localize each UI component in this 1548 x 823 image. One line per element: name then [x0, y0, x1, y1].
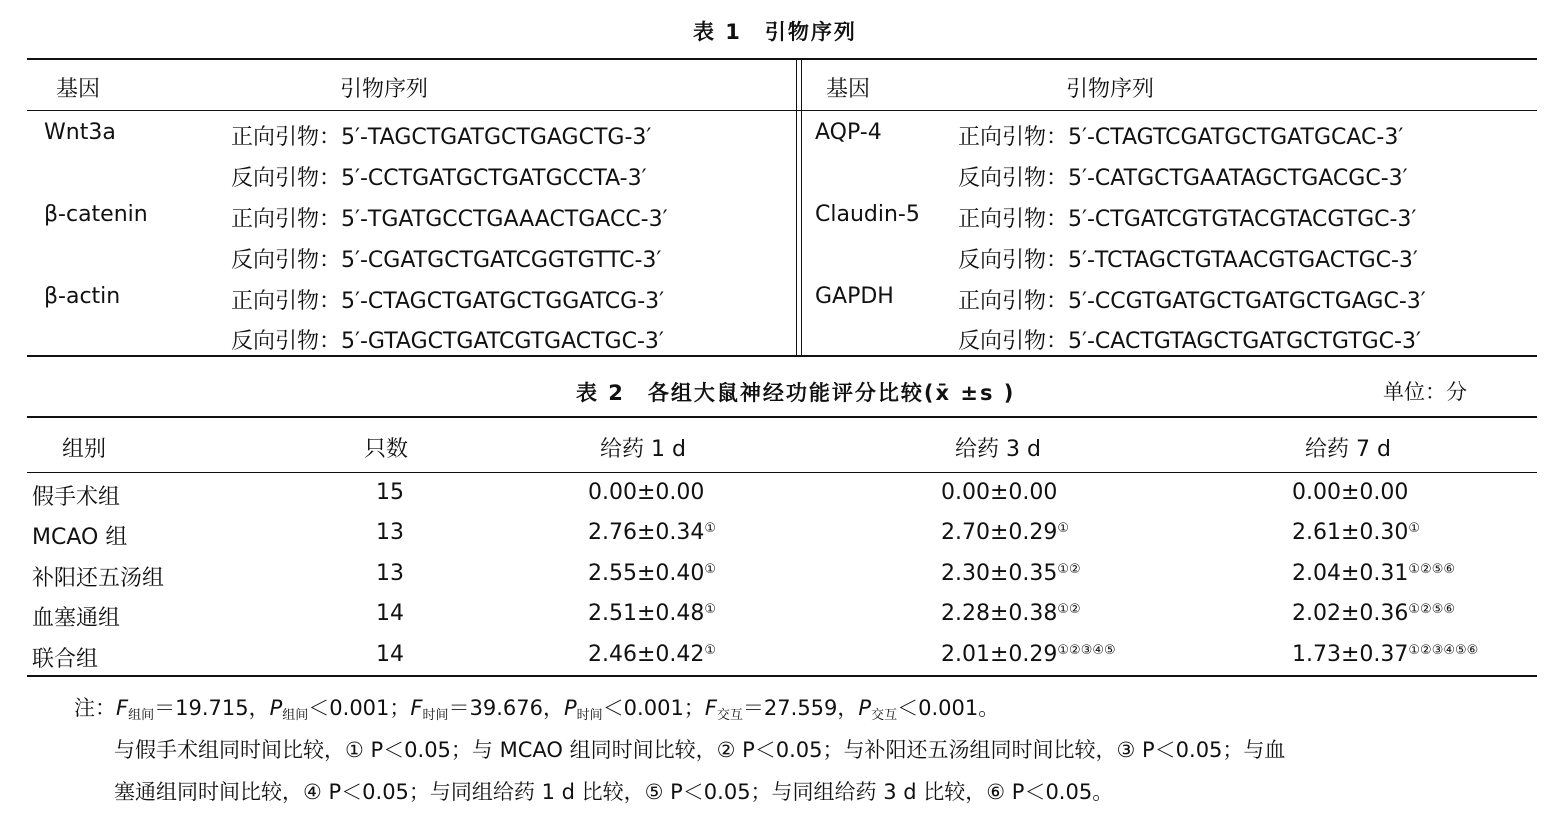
t1-primer-rev: 反向引物：5′-GTAGCTGATCGTGACTGC-3′ [231, 329, 664, 354]
t2-cell-day3 [941, 642, 1116, 667]
table2-unit: 单位：分 [1383, 380, 1467, 404]
t2-cell-group-value: 补阳还五汤组 [32, 566, 165, 591]
table1-header-rule [27, 110, 1537, 111]
t2-cell-day1 [588, 642, 716, 667]
t2-cell-group-value: 联合组 [32, 647, 99, 672]
t2-cell-count-value: 14 [376, 642, 404, 667]
notes-line-3: 塞通组同时间比较，④ P＜0.05；与同组给药 1 d 比较，⑤ P＜0.05；与同组给药 3 d 比较，⑥ P＜0.05。 [114, 780, 1114, 804]
t2-cell-group-value: 血塞通组 [32, 606, 121, 631]
t1-primer-rev: 反向引物：5′-CGATGCTGATCGGTGTTC-3′ [231, 248, 662, 273]
t2-header-count: 只数 [364, 437, 409, 462]
t2-cell-day1-value: 2.51±0.48 [588, 601, 705, 626]
significance-marks: ① [704, 643, 717, 658]
significance-marks: ①②⑤⑥ [1408, 602, 1456, 617]
t2-cell-group [32, 520, 127, 551]
t2-header-day1: 给药 1 d [600, 437, 686, 462]
t2-cell-group-value: 假手术组 [32, 485, 121, 510]
t2-cell-day7 [1292, 520, 1420, 545]
t1-gene-aqp4: AQP-4 [815, 120, 882, 145]
t2-cell-day3 [941, 520, 1069, 545]
t1-left-gene-header: 基因 [56, 77, 101, 102]
t2-cell-count [376, 601, 404, 626]
significance-marks: ①②③④⑤⑥ [1408, 643, 1479, 658]
significance-marks: ① [704, 602, 717, 617]
t2-cell-day1-value: 2.76±0.34 [588, 520, 705, 545]
t2-cell-day3-value: 2.30±0.35 [941, 561, 1058, 586]
t1-primer-fwd: 正向引物：5′-CTAGTCGATGCTGATGCAC-3′ [958, 125, 1404, 150]
t2-cell-day7 [1292, 480, 1408, 505]
t1-primer-rev: 反向引物：5′-TCTAGCTGTAACGTGACTGC-3′ [958, 248, 1418, 273]
t2-cell-count-value: 13 [376, 520, 404, 545]
t2-cell-day7-value: 0.00±0.00 [1292, 480, 1409, 505]
t1-gene-wnt3a: Wnt3a [44, 120, 116, 145]
t2-cell-group [32, 642, 98, 673]
t2-cell-day7-value: 2.61±0.30 [1292, 520, 1409, 545]
t2-cell-group [32, 601, 120, 632]
t2-cell-day3 [941, 601, 1081, 626]
t2-cell-day7-value: 1.73±0.37 [1292, 642, 1409, 667]
t2-cell-day1-value: 0.00±0.00 [588, 480, 705, 505]
t2-cell-day1-value: 2.46±0.42 [588, 642, 705, 667]
t2-cell-count [376, 561, 404, 586]
t2-cell-day3-value: 0.00±0.00 [941, 480, 1058, 505]
t1-primer-fwd: 正向引物：5′-TAGCTGATGCTGAGCTG-3′ [231, 125, 652, 150]
t2-cell-day7-value: 2.02±0.36 [1292, 601, 1409, 626]
t2-cell-day7-value: 2.04±0.31 [1292, 561, 1409, 586]
t2-cell-day7 [1292, 601, 1455, 626]
t2-cell-day7 [1292, 561, 1455, 586]
t1-gene-beta-actin: β-actin [44, 284, 121, 309]
t1-primer-fwd: 正向引物：5′-CCGTGATGCTGATGCTGAGC-3′ [958, 289, 1426, 314]
table1-bottom-rule [27, 355, 1537, 357]
t2-cell-day3-value: 2.28±0.38 [941, 601, 1058, 626]
significance-marks: ①② [1057, 562, 1081, 577]
t2-cell-day7 [1292, 642, 1478, 667]
t2-cell-day3 [941, 561, 1081, 586]
t2-cell-day1 [588, 561, 716, 586]
t2-cell-day3-value: 2.70±0.29 [941, 520, 1058, 545]
t2-cell-count [376, 480, 404, 505]
notes-line-2: 与假手术组同时间比较，① P＜0.05；与 MCAO 组同时间比较，② P＜0.05；与补阳还五汤组同时间比较，③ P＜0.05；与血 [114, 738, 1286, 762]
t2-cell-group-value: MCAO 组 [32, 525, 128, 550]
t2-header-day3: 给药 3 d [955, 437, 1041, 462]
t2-cell-day1 [588, 520, 716, 545]
table1-top-rule [27, 58, 1537, 60]
t2-cell-count-value: 15 [376, 480, 404, 505]
t1-right-primer-header: 引物序列 [1066, 77, 1155, 102]
table2-header-rule [27, 472, 1537, 473]
table2-bottom-rule [27, 675, 1537, 677]
significance-marks: ①②③④⑤ [1057, 643, 1116, 658]
t2-cell-group [32, 480, 120, 511]
significance-marks: ① [704, 562, 717, 577]
t2-cell-day3 [941, 480, 1057, 505]
significance-marks: ① [704, 521, 717, 536]
t1-primer-fwd: 正向引物：5′-TGATGCCTGAAACTGACC-3′ [231, 207, 668, 232]
t1-right-gene-header: 基因 [826, 77, 871, 102]
t1-primer-fwd: 正向引物：5′-CTAGCTGATGCTGGATCG-3′ [231, 289, 665, 314]
t1-primer-rev: 反向引物：5′-CCTGATGCTGATGCCTA-3′ [231, 166, 647, 191]
t1-primer-fwd: 正向引物：5′-CTGATCGTGTACGTACGTGC-3′ [958, 207, 1417, 232]
t2-cell-day1 [588, 601, 716, 626]
t2-cell-count-value: 13 [376, 561, 404, 586]
t1-left-primer-header: 引物序列 [340, 77, 429, 102]
significance-marks: ① [1057, 521, 1070, 536]
t1-primer-rev: 反向引物：5′-CATGCTGAATAGCTGACGC-3′ [958, 166, 1408, 191]
notes-stats-line: 注：$F_{组间}=19.715$，$P_{组间}<0.001$；$F_{时间}=39.676$，$P_{时间}<0.001$；$F_{交互}=27.559$，$P_{交互}<0.001$。 [74, 696, 1000, 723]
significance-marks: ①② [1057, 602, 1081, 617]
t1-gene-beta-catenin: β-catenin [44, 202, 148, 227]
table1-title: 表 1 引物序列 [693, 20, 857, 44]
t1-primer-rev: 反向引物：5′-CACTGTAGCTGATGCTGTGC-3′ [958, 329, 1421, 354]
t2-cell-day1 [588, 480, 704, 505]
significance-marks: ①②⑤⑥ [1408, 562, 1456, 577]
t2-cell-day1-value: 2.55±0.40 [588, 561, 705, 586]
t2-cell-group [32, 561, 164, 592]
t2-cell-day3-value: 2.01±0.29 [941, 642, 1058, 667]
t2-cell-count [376, 642, 404, 667]
table2-top-rule [27, 416, 1537, 418]
t2-cell-count-value: 14 [376, 601, 404, 626]
significance-marks: ① [1408, 521, 1421, 536]
table2-title: 表 2 各组大鼠神经功能评分比较(x̄ ±s ) [576, 381, 1016, 405]
t1-gene-gapdh: GAPDH [815, 284, 894, 309]
table1-divider-a [796, 59, 797, 356]
t2-header-group: 组别 [62, 437, 107, 462]
t1-gene-claudin5: Claudin-5 [815, 202, 920, 227]
t2-header-day7: 给药 7 d [1305, 437, 1391, 462]
t2-cell-count [376, 520, 404, 545]
table1-divider-b [801, 59, 802, 356]
